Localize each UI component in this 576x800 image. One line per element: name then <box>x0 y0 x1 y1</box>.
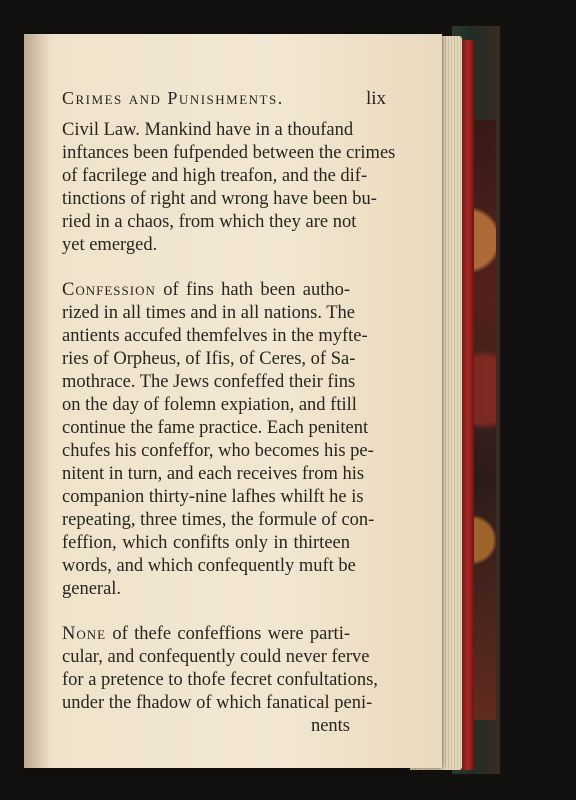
text-line <box>62 279 350 302</box>
text-line: general. <box>62 579 122 599</box>
running-head: Crimes and Punishments. <box>62 88 284 108</box>
gutter-shadow <box>24 34 50 768</box>
text-line: tinctions of right and wrong have been bu- <box>62 189 377 209</box>
text-line: nitent in turn, and each receives from his <box>62 464 365 484</box>
text-line: ried in a chaos, from which they are not <box>62 212 357 232</box>
text-line: repeating, three times, the formule of con- <box>62 510 375 530</box>
book-page <box>24 34 442 768</box>
paragraph-civil-law <box>62 119 396 257</box>
text-line: Civil Law. Mankind have in a thoufand <box>62 120 354 140</box>
red-page-edge <box>462 40 474 770</box>
catchword: nents <box>310 716 350 736</box>
text-line: inftances been fufpended between the crimes <box>62 143 396 163</box>
text-line: feffion, which confifts only in thirteen <box>62 533 350 553</box>
text-line: ries of Orpheus, of Ifis, of Ceres, of Sa- <box>62 349 356 369</box>
paragraph-lead-word: None <box>62 624 107 644</box>
text-line: chufes his confeffor, who becomes his pe- <box>62 441 374 461</box>
text-line: of facrilege and high treafon, and the dif- <box>62 166 368 186</box>
text-line: rized in all times and in all nations. The <box>62 303 356 323</box>
text-line: words, and which confequently muft be <box>62 556 356 576</box>
page-header <box>62 88 386 118</box>
paragraph-lead-word: Confession <box>62 280 156 300</box>
text-line: for a pretence to thofe fecret confultations, <box>62 670 378 690</box>
paragraph-none <box>62 623 378 738</box>
paragraph-confession <box>62 279 375 601</box>
text-line: antients accufed themfelves in the myfte- <box>62 326 368 346</box>
text-line: under the fhadow of which fanatical peni- <box>62 693 373 713</box>
text-line <box>62 623 350 646</box>
text-line-rest: of fins hath been autho- <box>163 280 350 300</box>
page-number: lix <box>365 88 386 109</box>
text-line: yet emerged. <box>62 235 158 255</box>
text-line-rest: of thefe confeffions were parti- <box>112 624 350 644</box>
text-line: cular, and confequently could never ferve <box>62 647 370 667</box>
body-text <box>62 119 396 760</box>
text-line: mothrace. The Jews confeffed their fins <box>62 372 356 392</box>
text-line: companion thirty-nine lafhes whilft he is <box>62 487 364 507</box>
text-line: continue the fame practice. Each penitent <box>62 418 369 438</box>
text-line: on the day of folemn expiation, and ftill <box>62 395 357 415</box>
